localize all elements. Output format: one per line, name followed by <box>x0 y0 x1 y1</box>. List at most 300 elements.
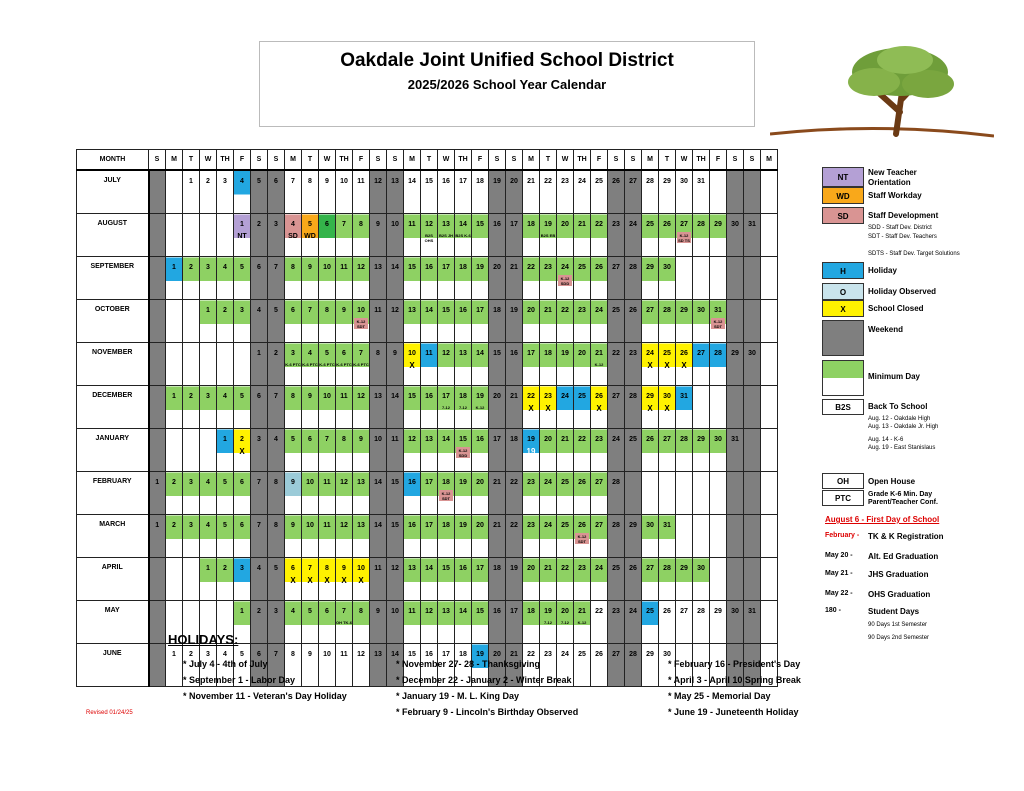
day-cell <box>693 214 710 257</box>
day-number: 20 <box>527 565 535 572</box>
day-number: 10 <box>391 608 399 615</box>
day-number: 27 <box>697 350 705 357</box>
day-number: 8 <box>325 307 329 314</box>
day-number: 22 <box>510 479 518 486</box>
weekday-header: S <box>608 150 625 171</box>
day-cell <box>251 214 268 257</box>
day-note: K-12 <box>594 362 604 367</box>
day-cell <box>761 515 778 558</box>
day-cell <box>387 386 404 429</box>
day-cell <box>404 257 421 300</box>
day-number: 30 <box>646 522 654 529</box>
day-cell <box>676 386 693 429</box>
day-number: 8 <box>359 608 363 615</box>
day-number: 25 <box>646 608 654 615</box>
day-cell <box>642 343 659 386</box>
day-number: 10 <box>323 264 331 271</box>
day-cell <box>370 601 387 644</box>
legend-b2s-4: Aug. 19 - East Stanislaus <box>868 445 936 451</box>
weekday-header: F <box>591 150 608 171</box>
day-number: 28 <box>697 221 705 228</box>
day-cell <box>251 300 268 343</box>
weekday-header: F <box>353 150 370 171</box>
day-number: 20 <box>493 651 501 658</box>
day-number: 27 <box>663 436 671 443</box>
day-cell <box>693 257 710 300</box>
day-number: 28 <box>612 479 620 486</box>
day-number: 29 <box>646 264 654 271</box>
day-cell <box>506 472 523 515</box>
day-cell <box>455 170 472 214</box>
day-number: 27 <box>680 221 688 228</box>
day-number: 29 <box>697 436 705 443</box>
day-cell <box>744 429 761 472</box>
day-number: 23 <box>527 479 535 486</box>
day-number: 5 <box>257 178 261 185</box>
day-number: 9 <box>359 436 363 443</box>
day-number: 30 <box>663 393 671 400</box>
day-note: K-6 PTC <box>353 362 369 367</box>
day-cell <box>455 601 472 644</box>
day-number: 14 <box>476 350 484 357</box>
day-cell <box>217 257 234 300</box>
weekday-header: T <box>183 150 200 171</box>
day-number: 29 <box>714 608 722 615</box>
day-cell <box>353 515 370 558</box>
legend-x-label: School Closed <box>868 304 924 313</box>
day-number: 26 <box>629 565 637 572</box>
day-number: 6 <box>342 350 346 357</box>
day-number: 15 <box>442 307 450 314</box>
day-cell <box>727 386 744 429</box>
day-cell <box>438 429 455 472</box>
day-cell <box>574 472 591 515</box>
day-cell <box>251 472 268 515</box>
day-number: 10 <box>323 651 331 658</box>
day-number: 19 <box>510 307 518 314</box>
day-number: 25 <box>578 393 586 400</box>
day-number: 28 <box>629 651 637 658</box>
day-number: 22 <box>595 221 603 228</box>
weekday-header: T <box>540 150 557 171</box>
legend-wd-swatch: WD <box>822 187 864 204</box>
day-cell <box>642 386 659 429</box>
day-cell <box>710 170 727 214</box>
day-number: 6 <box>274 178 278 185</box>
day-cell <box>472 257 489 300</box>
day-number: 9 <box>308 651 312 658</box>
day-number: 6 <box>257 393 261 400</box>
day-number: 5 <box>223 522 227 529</box>
day-number: 6 <box>308 436 312 443</box>
day-cell <box>727 214 744 257</box>
day-number: 3 <box>206 264 210 271</box>
day-number: 12 <box>408 436 416 443</box>
day-number: 18 <box>459 651 467 658</box>
day-cell <box>625 558 642 601</box>
day-cell <box>727 257 744 300</box>
day-number: 18 <box>476 178 484 185</box>
day-cell <box>574 515 591 558</box>
day-number: 1 <box>155 479 160 486</box>
day-number: 27 <box>680 608 688 615</box>
day-cell <box>659 429 676 472</box>
month-row <box>77 300 778 343</box>
day-cell <box>591 343 608 386</box>
day-cell <box>387 170 404 214</box>
day-cell <box>387 558 404 601</box>
month-name: JULY <box>77 170 149 214</box>
day-cell <box>438 472 455 515</box>
day-cell <box>710 429 727 472</box>
day-number: 26 <box>595 651 603 658</box>
school-closed-mark: X <box>664 361 670 370</box>
school-closed-mark: X <box>409 361 415 370</box>
day-cell <box>489 515 506 558</box>
day-number: 21 <box>544 565 552 572</box>
day-cell <box>234 558 251 601</box>
day-number: 4 <box>206 479 210 486</box>
day-number: 9 <box>393 350 397 357</box>
day-cell <box>353 170 370 214</box>
day-number: 22 <box>578 436 586 443</box>
day-number: 6 <box>291 565 295 572</box>
day-number: 18 <box>442 522 450 529</box>
day-number: 14 <box>391 393 399 400</box>
school-closed-mark: X <box>647 404 653 413</box>
day-number: 17 <box>425 479 433 486</box>
day-cell <box>319 257 336 300</box>
day-cell <box>557 515 574 558</box>
day-cell <box>744 386 761 429</box>
day-number: 3 <box>274 608 278 615</box>
day-cell <box>217 214 234 257</box>
school-closed-mark: X <box>528 404 534 413</box>
day-cell <box>285 257 302 300</box>
day-cell <box>166 386 183 429</box>
day-cell <box>319 644 336 687</box>
day-number: 3 <box>240 565 244 572</box>
day-number: 23 <box>612 608 620 615</box>
day-number: 13 <box>374 651 382 658</box>
day-cell <box>353 257 370 300</box>
day-number: 7 <box>274 651 278 658</box>
day-cell <box>183 472 200 515</box>
weekday-header: M <box>642 150 659 171</box>
weekday-header: S <box>506 150 523 171</box>
day-cell <box>251 515 268 558</box>
day-cell <box>251 257 268 300</box>
day-number: 15 <box>391 522 399 529</box>
day-cell <box>370 300 387 343</box>
day-cell <box>319 170 336 214</box>
day-note: K-12 SDT <box>711 318 725 329</box>
day-number: 30 <box>748 350 756 357</box>
day-cell <box>693 429 710 472</box>
day-number: 8 <box>291 393 295 400</box>
day-cell <box>217 515 234 558</box>
day-cell <box>370 558 387 601</box>
day-cell <box>642 472 659 515</box>
day-number: 30 <box>680 178 688 185</box>
day-cell <box>149 170 166 214</box>
holiday-item: * July 4 - 4th of July <box>183 659 268 669</box>
day-number: 23 <box>527 522 535 529</box>
month-name: NOVEMBER <box>77 343 149 386</box>
day-number: 16 <box>493 608 501 615</box>
day-cell <box>234 343 251 386</box>
day-cell <box>659 472 676 515</box>
day-number: 11 <box>425 350 433 357</box>
day-cell <box>659 515 676 558</box>
day-number: 4 <box>240 178 244 185</box>
day-cell <box>608 558 625 601</box>
day-number: 12 <box>340 479 348 486</box>
day-number: 15 <box>493 350 501 357</box>
day-number: 25 <box>612 307 620 314</box>
day-cell <box>217 429 234 472</box>
day-number: 12 <box>374 178 382 185</box>
day-number: 28 <box>612 522 620 529</box>
day-number: 17 <box>425 522 433 529</box>
day-number: 26 <box>578 479 586 486</box>
day-cell <box>302 343 319 386</box>
day-number: 15 <box>476 221 484 228</box>
day-cell <box>591 644 608 687</box>
day-cell <box>421 558 438 601</box>
legend-nt-swatch: NT <box>822 167 864 187</box>
day-number: 1 <box>206 307 210 314</box>
day-cell <box>676 558 693 601</box>
day-cell <box>302 429 319 472</box>
day-note: 7-12 <box>560 620 569 625</box>
legend-o-label: Holiday Observed <box>868 287 937 296</box>
day-cell <box>625 300 642 343</box>
day-cell <box>727 343 744 386</box>
student-days-label: Student Days <box>868 607 920 616</box>
day-number: 14 <box>459 221 467 228</box>
day-number: 8 <box>308 178 312 185</box>
day-cell <box>455 472 472 515</box>
day-number: 15 <box>408 651 416 658</box>
month-name: FEBRUARY <box>77 472 149 515</box>
weekday-header: S <box>489 150 506 171</box>
title-box <box>259 41 755 127</box>
weekday-header: S <box>251 150 268 171</box>
tk-registration: TK & K Registration <box>868 532 944 541</box>
day-number: 22 <box>510 522 518 529</box>
month-name: OCTOBER <box>77 300 149 343</box>
day-number: 5 <box>240 651 244 658</box>
month-row <box>77 343 778 386</box>
day-cell <box>727 515 744 558</box>
day-number: 29 <box>646 651 654 658</box>
holiday-item: * November 11 - Veteran's Day Holiday <box>183 691 347 701</box>
day-cell <box>489 257 506 300</box>
day-cell <box>149 214 166 257</box>
day-number: 26 <box>612 178 620 185</box>
day-number: 5 <box>325 350 329 357</box>
day-cell <box>676 300 693 343</box>
day-number: 5 <box>223 479 227 486</box>
day-number: 9 <box>342 565 346 572</box>
day-cell <box>625 170 642 214</box>
day-cell <box>149 300 166 343</box>
day-cell <box>710 515 727 558</box>
day-cell <box>200 386 217 429</box>
day-cell <box>268 472 285 515</box>
school-closed-mark: X <box>681 361 687 370</box>
day-number: 23 <box>578 565 586 572</box>
day-number: 2 <box>240 436 244 443</box>
day-cell <box>523 601 540 644</box>
day-cell <box>591 429 608 472</box>
day-number: 6 <box>325 221 329 228</box>
day-cell <box>336 472 353 515</box>
day-cell <box>438 257 455 300</box>
day-number: 20 <box>561 608 569 615</box>
day-number: 12 <box>357 264 365 271</box>
day-number: 21 <box>510 393 518 400</box>
day-cell <box>149 558 166 601</box>
day-cell <box>557 300 574 343</box>
day-number: 4 <box>291 608 295 615</box>
day-cell <box>370 472 387 515</box>
school-closed-mark: X <box>290 576 296 585</box>
day-number: 13 <box>357 522 365 529</box>
day-number: 26 <box>663 608 671 615</box>
day-number: 24 <box>561 393 569 400</box>
day-cell <box>625 257 642 300</box>
day-cell <box>234 257 251 300</box>
day-number: 26 <box>680 350 688 357</box>
day-cell <box>489 558 506 601</box>
day-number: 15 <box>459 436 467 443</box>
day-number: 8 <box>359 221 363 228</box>
day-number: 26 <box>646 436 654 443</box>
weekday-header: T <box>659 150 676 171</box>
weekday-header: T <box>421 150 438 171</box>
month-name: AUGUST <box>77 214 149 257</box>
day-number: 11 <box>357 178 365 185</box>
day-cell <box>166 644 183 687</box>
day-number: 25 <box>561 522 569 529</box>
day-cell <box>540 601 557 644</box>
day-number: 21 <box>493 479 501 486</box>
day-note: B2S EB <box>540 233 556 238</box>
day-number: 13 <box>425 436 433 443</box>
day-cell <box>608 644 625 687</box>
legend-ptc-label2: Parent/Teacher Conf. <box>868 499 938 506</box>
day-number: 13 <box>374 264 382 271</box>
day-cell <box>438 386 455 429</box>
day-cell <box>608 601 625 644</box>
day-number: 21 <box>561 436 569 443</box>
day-cell <box>489 601 506 644</box>
day-number: 14 <box>425 565 433 572</box>
day-cell <box>591 170 608 214</box>
day-number: 18 <box>493 565 501 572</box>
weekday-header: TH <box>217 150 234 171</box>
day-cell <box>625 429 642 472</box>
month-name: MAY <box>77 601 149 644</box>
weekday-header: F <box>234 150 251 171</box>
day-number: 4 <box>257 565 261 572</box>
day-cell <box>370 386 387 429</box>
legend-sd-label: Staff Development <box>868 211 939 220</box>
day-cell <box>336 515 353 558</box>
day-cell <box>336 257 353 300</box>
day-number: 7 <box>359 350 363 357</box>
day-number: 25 <box>646 221 654 228</box>
day-cell <box>523 300 540 343</box>
day-number: 1 <box>240 608 244 615</box>
day-number: 10 <box>357 307 365 314</box>
day-number: 26 <box>578 522 586 529</box>
day-cell <box>336 170 353 214</box>
legend-sdd: SDD - Staff Dev. District <box>868 225 932 231</box>
legend-sdts: SDTS - Staff Dev. Target Solutions <box>868 251 960 257</box>
holiday-item: * September 1 - Labor Day <box>183 675 296 685</box>
day-cell <box>455 214 472 257</box>
day-cell <box>506 300 523 343</box>
day-cell <box>710 472 727 515</box>
month-row <box>77 257 778 300</box>
day-cell <box>557 601 574 644</box>
day-cell <box>438 170 455 214</box>
day-cell <box>608 214 625 257</box>
day-number: 21 <box>578 221 586 228</box>
day-number: 4 <box>223 651 227 658</box>
day-note: 7-12 <box>441 405 450 410</box>
day-number: 3 <box>189 479 193 486</box>
day-number: 11 <box>391 436 399 443</box>
day-number: 10 <box>323 393 331 400</box>
day-cell <box>166 214 183 257</box>
day-number: 3 <box>240 307 244 314</box>
month-name: JUNE <box>77 644 149 687</box>
day-cell <box>693 343 710 386</box>
day-cell <box>506 170 523 214</box>
day-cell <box>625 515 642 558</box>
weekday-header: S <box>149 150 166 171</box>
day-number: 31 <box>731 436 739 443</box>
day-cell <box>319 300 336 343</box>
day-number: 7 <box>308 307 312 314</box>
day-cell <box>574 601 591 644</box>
day-number: 27 <box>595 522 603 529</box>
legend-h-swatch: H <box>822 262 864 279</box>
day-number: 12 <box>357 393 365 400</box>
month-row <box>77 429 778 472</box>
month-name: MARCH <box>77 515 149 558</box>
day-number: 11 <box>323 479 331 486</box>
day-cell <box>608 170 625 214</box>
day-cell <box>404 214 421 257</box>
day-cell <box>404 558 421 601</box>
day-note: B2S K-6 <box>455 233 471 238</box>
day-cell <box>336 343 353 386</box>
day-number: 20 <box>561 221 569 228</box>
day-cell <box>676 472 693 515</box>
day-number: 8 <box>342 436 346 443</box>
day-number: 29 <box>731 350 739 357</box>
day-cell <box>557 386 574 429</box>
day-cell <box>557 170 574 214</box>
day-number: 8 <box>274 479 278 486</box>
day-cell <box>761 170 778 214</box>
day-number: 24 <box>561 264 569 271</box>
